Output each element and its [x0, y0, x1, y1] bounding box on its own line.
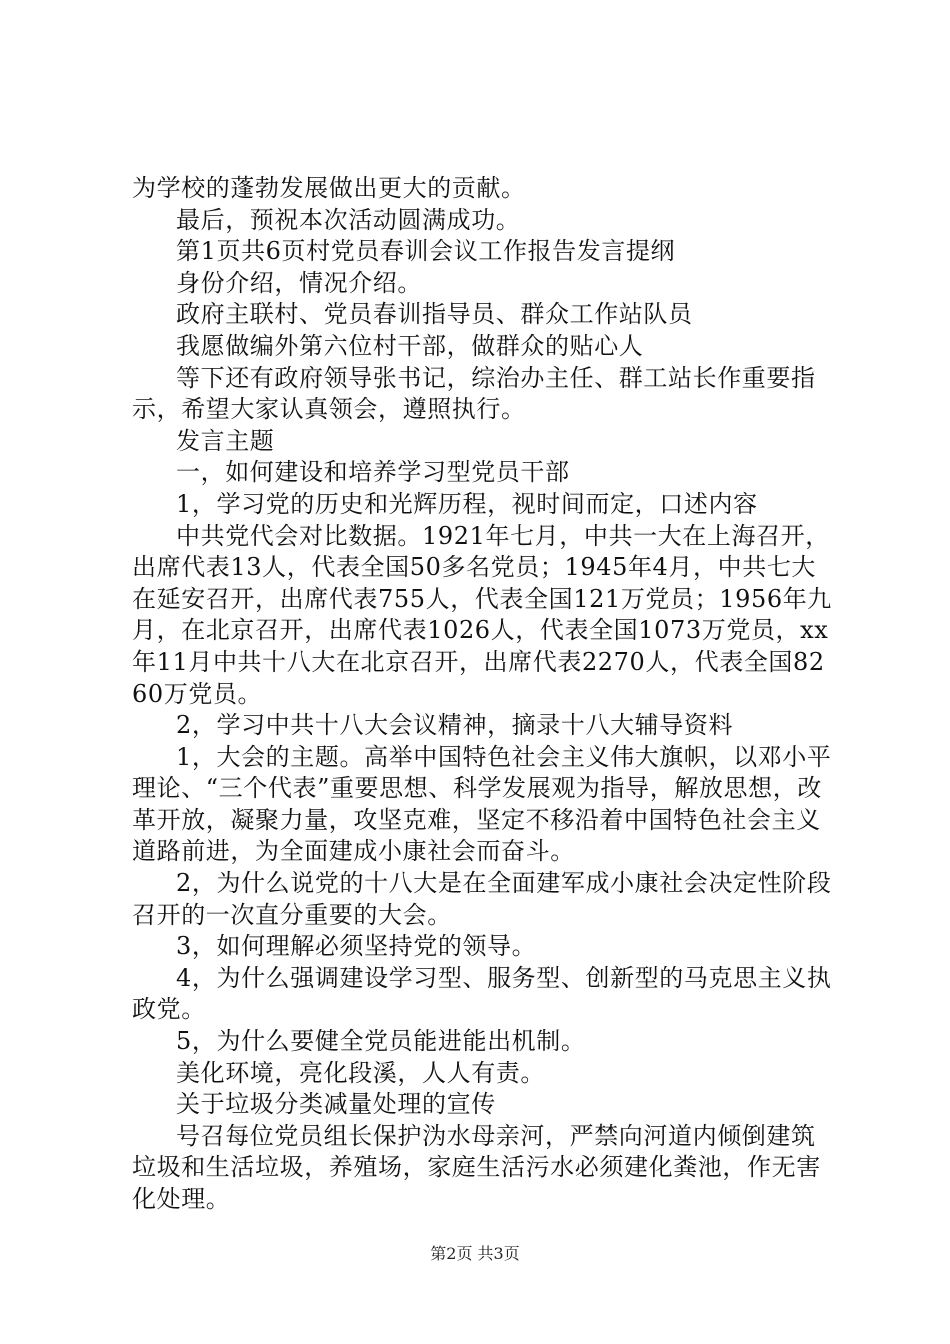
document-body: [132, 173, 832, 1216]
list-item: 5，为什么要健全党员能进能出机制。: [176, 1027, 586, 1056]
list-item: 3，如何理解必须坚持党的领导。: [176, 932, 537, 961]
section-heading: 发言主题: [176, 426, 275, 455]
list-item: 1，学习党的历史和光辉历程，视时间而定，口述内容: [176, 489, 758, 518]
paragraph: 身份介绍，情况介绍。: [176, 268, 422, 297]
section-heading: 一，如何建设和培养学习型党员干部: [176, 458, 570, 487]
paragraph: 等下还有政府领导张书记，综治办主任、群工站长作重要指示，希望大家认真领会，遵照执行。: [132, 363, 816, 424]
list-item: 2，学习中共十八大会议精神，摘录十八大辅导资料: [176, 711, 734, 740]
paragraph: 中共党代会对比数据。1921年七月，中共一大在上海召开，出席代表13人，代表全国50多名党员；1945年4月，中共七大在延安召开，出席代表755人，代表全国121万党员；1956年九月，在北京召开，出席代表1026人，代表全国1073万党员，xx年11月中共十八大在北京召开，出席代表2270人，代表全国8260万党员。: [132, 521, 832, 708]
paragraph: 我愿做编外第六位村干部，做群众的贴心人: [176, 331, 644, 360]
paragraph: 最后，预祝本次活动圆满成功。: [176, 205, 521, 234]
paragraph: 政府主联村、党员春训指导员、群众工作站队员: [176, 300, 693, 329]
list-item: 4，为什么强调建设学习型、服务型、创新型的马克思主义执政党。: [132, 963, 832, 1024]
paragraph: 美化环境，亮化段溪，人人有责。: [176, 1058, 545, 1087]
paragraph: 号召每位党员组长保护沩水母亲河，严禁向河道内倾倒建筑垃圾和生活垃圾，养殖场，家庭生活污水必须建化粪池，作无害化处理。: [132, 1121, 821, 1213]
list-item: 1，大会的主题。高举中国特色社会主义伟大旗帜，以邓小平理论、“三个代表”重要思想、科学发展观为指导，解放思想，改革开放，凝聚力量，攻坚克难，坚定不移沿着中国特色社会主义道路前进，为全面建成小康社会而奋斗。: [132, 742, 832, 866]
paragraph: 第1页共6页村党员春训会议工作报告发言提纲: [176, 237, 676, 266]
list-item: 2，为什么说党的十八大是在全面建军成小康社会决定性阶段召开的一次直分重要的大会。: [132, 869, 832, 929]
paragraph: 为学校的蓬勃发展做出更大的贡献。: [132, 174, 526, 202]
paragraph: 关于垃圾分类减量处理的宣传: [176, 1090, 496, 1119]
page-footer: 第2页 共3页: [430, 1244, 520, 1263]
